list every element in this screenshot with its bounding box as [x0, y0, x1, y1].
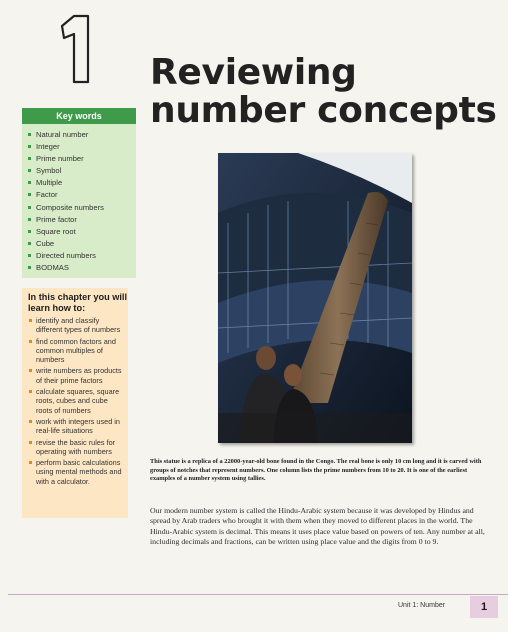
objective-item: find common factors and common multiples of numbers: [28, 337, 124, 365]
key-word-item: Cube: [28, 238, 136, 250]
key-word-item: Integer: [28, 141, 136, 153]
key-word-item: BODMAS: [28, 262, 136, 274]
objective-item: perform basic calculations using mental methods and with a calculator.: [28, 458, 124, 486]
footer-unit-label: Unit 1: Number: [398, 602, 446, 609]
page-number: 1: [470, 596, 498, 618]
objective-item: calculate squares, square roots, cubes and cube roots of numbers: [28, 387, 124, 415]
key-words-box: [22, 108, 136, 278]
learning-objectives-list: [22, 313, 128, 486]
learning-objectives-box: [22, 288, 128, 518]
key-words-list: [22, 124, 136, 274]
key-word-item: Square root: [28, 226, 136, 238]
key-word-item: Composite numbers: [28, 202, 136, 214]
objective-item: revise the basic rules for operating with numbers: [28, 438, 124, 457]
footer-divider: [8, 594, 508, 595]
key-word-item: Factor: [28, 189, 136, 201]
objective-item: write numbers as products of their prime factors: [28, 366, 124, 385]
chapter-number: [52, 12, 98, 86]
statue-photo: [218, 153, 412, 443]
key-word-item: Symbol: [28, 165, 136, 177]
objective-item: identify and classify different types of numbers: [28, 316, 124, 335]
intro-paragraph: Our modern number system is called the Hindu-Arabic system because it was developed by Hindus and spread by Arab traders who brought it with them when they moved to different places in the world. The Hindu-Arabic system is decimal. This means it uses place value based on powers of ten. Any number at all, including decimals and fractions, can be written using place value and the digits from 0 to 9.: [150, 506, 485, 547]
key-word-item: Prime number: [28, 153, 136, 165]
learning-objectives-heading: In this chapter you will learn how to:: [28, 292, 128, 313]
key-word-item: Multiple: [28, 177, 136, 189]
key-word-item: Directed numbers: [28, 250, 136, 262]
chapter-number-text: 1: [52, 12, 53, 13]
chapter-title: Reviewing number concepts: [150, 52, 497, 131]
key-word-item: Prime factor: [28, 214, 136, 226]
key-words-heading: Key words: [22, 108, 136, 124]
key-word-item: Natural number: [28, 129, 136, 141]
objective-item: work with integers used in real-life situations: [28, 417, 124, 436]
photo-caption: This statue is a replica of a 22000-year-old bone found in the Congo. The real bone is only 10 cm long and it is carved with groups of notches that represent numbers. One column lists the prime numbers from 10 to 20. It is one of the earliest examples of a number system using tallies.: [150, 458, 482, 483]
